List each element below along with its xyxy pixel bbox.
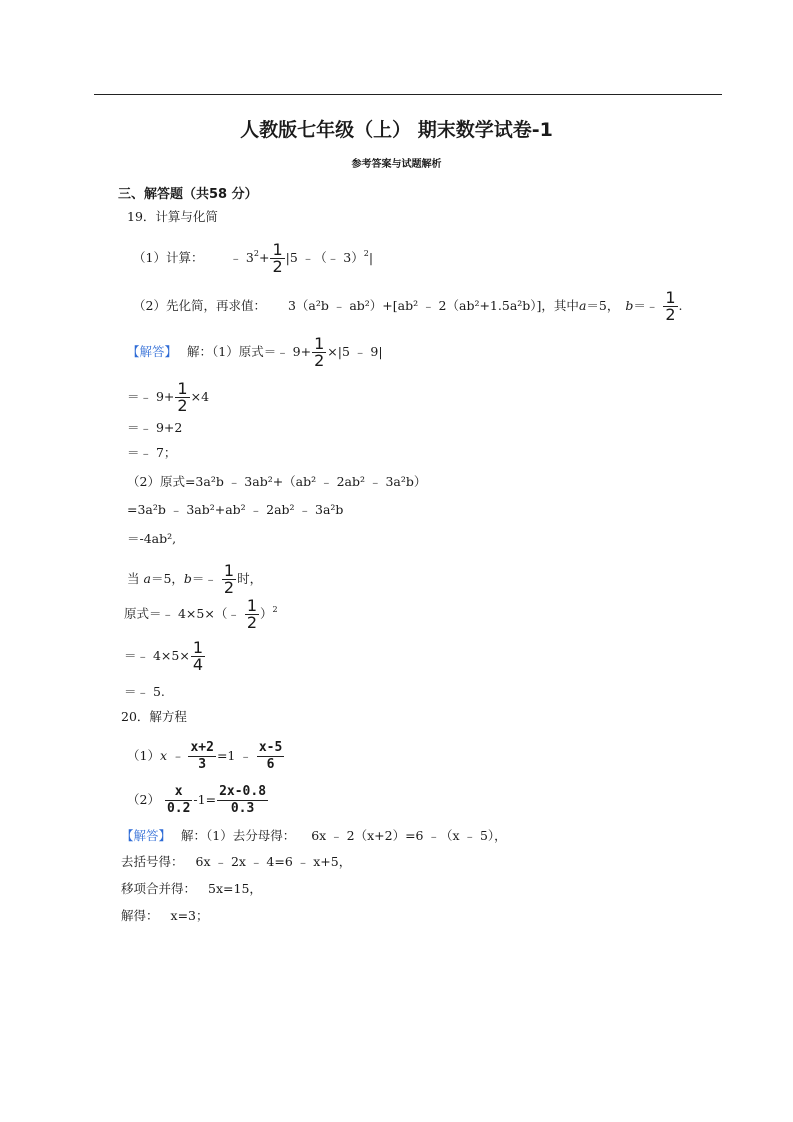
fraction-x-over-0.2: $\frac{x}{0.2}$ xyxy=(166,784,191,816)
fraction-x-plus-2-over-3: $\frac{x+2}{3}$ xyxy=(190,740,214,772)
header-rule xyxy=(94,94,722,95)
fraction-half: $\frac{1}{2}$ xyxy=(246,596,257,632)
fraction-quarter: $\frac{1}{4}$ xyxy=(192,638,204,674)
sol20-line3: 移项合并得： 5x=15， xyxy=(121,881,262,896)
sol19-line9: 原式＝﹣ 4×5×（﹣ $\frac{1}{2}$ ）$^2$ xyxy=(124,596,278,632)
q19-heading: 19．计算与化简 xyxy=(127,209,218,224)
solution-tag: 【解答】 xyxy=(127,344,178,359)
q19-part1-expr: ﹣ $3^2+$ $\frac{1}{2}$ |5 ﹣（﹣ 3）$^2$| xyxy=(229,240,374,276)
fraction-x-minus-5-over-6: $\frac{x-5}{6}$ xyxy=(258,740,283,772)
q20-part2: （2） $\frac{x}{0.2}$ -1= $\frac{2x-0.8}{0.3}$ xyxy=(127,784,267,816)
sol19-line8: 当 a＝5，b＝﹣ $\frac{1}{2}$ 时， xyxy=(127,561,263,597)
sol20-line4: 解得： x=3； xyxy=(121,908,209,923)
sol20-line2: 去括号得： 6x ﹣ 2x ﹣ 4=6 ﹣ x+5， xyxy=(121,854,352,869)
sol19-line7: ＝-4ab², xyxy=(127,531,177,546)
section-heading: 三、解答题（共58 分） xyxy=(118,187,258,202)
q19-part2-label: （2）先化简，再求值： xyxy=(133,298,266,313)
sol19-line5: （2）原式=3a²b ﹣ 3ab²+（ab² ﹣ 2ab² ﹣ 3a²b） xyxy=(127,474,427,489)
sol19-line2: ＝﹣ 9+ $\frac{1}{2}$ ×4 xyxy=(127,379,210,415)
fraction-half: $\frac{1}{2}$ xyxy=(272,240,283,276)
q19-part1 xyxy=(133,242,373,275)
q19-part1-label: （1）计算： xyxy=(133,250,204,265)
sol19-line10: ＝﹣ 4×5× $\frac{1}{4}$ xyxy=(124,638,204,674)
sol19-line4: ＝﹣ 7； xyxy=(127,445,177,460)
fraction-half: $\frac{1}{2}$ xyxy=(223,561,235,597)
q20-part1: （1）x ﹣ $\frac{x+2}{3}$ =1 ﹣ $\frac{x-5}{6}$ xyxy=(127,740,283,772)
sol19-line11: ＝﹣ 5. xyxy=(124,684,165,699)
sol20-line1: 【解答】 解：（1）去分母得： 6x ﹣ 2（x+2）=6 ﹣（x ﹣ 5）， xyxy=(121,828,507,843)
sol19-line3: ＝﹣ 9+2 xyxy=(127,420,183,435)
q20-heading: 20．解方程 xyxy=(121,709,187,724)
page-title: 人教版七年级（上） 期末数学试卷-1 xyxy=(240,119,553,141)
page-subtitle: 参考答案与试题解析 xyxy=(351,159,442,170)
fraction-2x-minus-0.8-over-0.3: $\frac{2x-0.8}{0.3}$ xyxy=(219,784,267,816)
fraction-half: $\frac{1}{2}$ xyxy=(177,379,188,415)
solution-tag: 【解答】 xyxy=(121,828,172,843)
fraction-half: $\frac{1}{2}$ xyxy=(665,288,676,324)
q19-part2: （2）先化简，再求值： 3（a²b ﹣ ab²）+[ab² ﹣ 2（ab²+1.5a²b）]，其中a＝5， b＝﹣ $\frac{1}{2}$ . xyxy=(133,288,683,324)
q19-part2-expr: 3（a²b ﹣ ab²）+[ab² ﹣ 2（ab²+1.5a²b）] xyxy=(287,298,542,313)
sol19-line6: =3a²b ﹣ 3ab²+ab² ﹣ 2ab² ﹣ 3a²b xyxy=(127,502,344,517)
sol19-line1: 【解答】 解：（1）原式＝﹣ 9+ $\frac{1}{2}$ ×|5 ﹣ 9| xyxy=(127,334,383,370)
fraction-half: $\frac{1}{2}$ xyxy=(314,334,325,370)
